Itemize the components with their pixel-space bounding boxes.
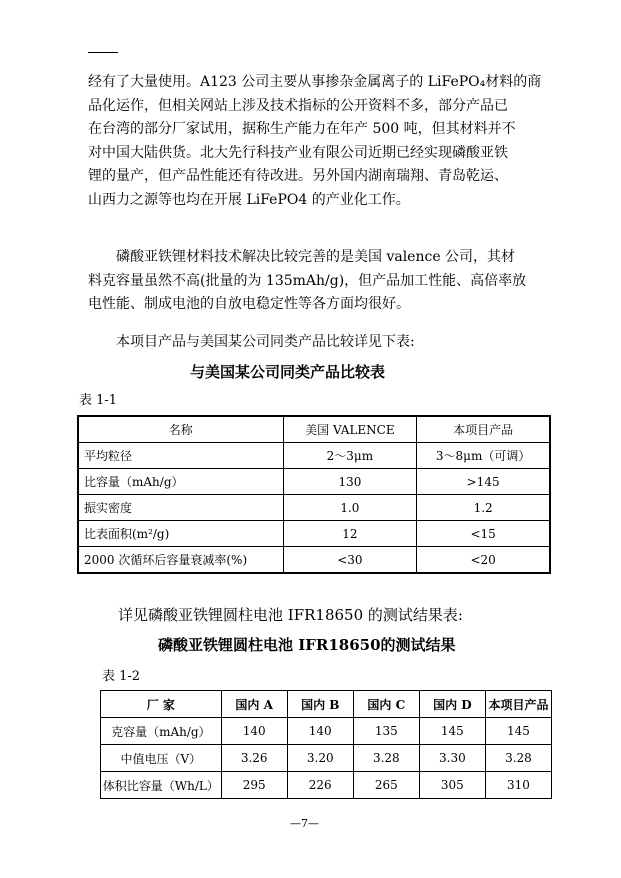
- table-cell: 135: [353, 718, 419, 745]
- header-cell: 名称: [78, 416, 283, 443]
- paragraph-1: [88, 71, 548, 212]
- table-cell: 平均粒径: [78, 443, 283, 469]
- header-cell: 国内 C: [353, 691, 419, 718]
- header-cell: 国内 A: [221, 691, 287, 718]
- table-cell: 145: [485, 718, 551, 745]
- table-row: [78, 521, 550, 547]
- table-cell: >145: [417, 469, 550, 495]
- table-cell: <15: [417, 521, 550, 547]
- paragraph-3: 本项目产品与美国某公司同类产品比较详见下表:: [116, 334, 415, 350]
- header-rule: [88, 52, 118, 53]
- table-cell: 12: [283, 521, 417, 547]
- table-row: [101, 718, 552, 745]
- table-cell: 305: [419, 772, 485, 799]
- page-number: —7—: [290, 817, 319, 830]
- header-cell: 本项目产品: [485, 691, 551, 718]
- table-cell: 265: [353, 772, 419, 799]
- table-cell: 3.26: [221, 745, 287, 772]
- header-cell: 国内 B: [287, 691, 353, 718]
- table-cell: 克容量（mAh/g）: [101, 718, 222, 745]
- table-header-row: [78, 416, 550, 443]
- test-results-table: [100, 690, 552, 799]
- table-row: [78, 469, 550, 495]
- table-cell: 3.30: [419, 745, 485, 772]
- table-cell: 130: [283, 469, 417, 495]
- table-cell: <30: [283, 547, 417, 574]
- table-row: [101, 745, 552, 772]
- header-cell: 本项目产品: [417, 416, 550, 443]
- paragraph-line: 电性能、制成电池的自放电稳定性等各方面均很好。: [88, 296, 410, 312]
- table-cell: 中值电压（V）: [101, 745, 222, 772]
- table-cell: 145: [419, 718, 485, 745]
- table-cell: 1.0: [283, 495, 417, 521]
- table-cell: 226: [287, 772, 353, 799]
- table-cell: 2000 次循环后容量衰减率(%): [78, 547, 283, 574]
- table-row: [78, 443, 550, 469]
- table-cell: 3.28: [485, 745, 551, 772]
- table-row: [78, 547, 550, 574]
- table-cell: 140: [287, 718, 353, 745]
- table-cell: 体积比容量（Wh/L）: [101, 772, 222, 799]
- paragraph-4: 详见磷酸亚铁锂圆柱电池 IFR18650 的测试结果表:: [118, 606, 463, 624]
- table-cell: 3～8μm（可调）: [417, 443, 550, 469]
- table-cell: 比表面积(m²/g): [78, 521, 283, 547]
- table2-caption: 表 1-2: [102, 669, 141, 684]
- table-cell: 振实密度: [78, 495, 283, 521]
- table-cell: 140: [221, 718, 287, 745]
- paragraph-line: 经有了大量使用。A123 公司主要从事掺杂金属离子的 LiFePO₄材料的商: [88, 74, 542, 90]
- table-cell: 1.2: [417, 495, 550, 521]
- header-cell: 美国 VALENCE: [283, 416, 417, 443]
- table-cell: <20: [417, 547, 550, 574]
- table-row: [101, 772, 552, 799]
- table-cell: 比容量（mAh/g）: [78, 469, 283, 495]
- paragraph-line: 山西力之源等也均在开展 LiFePO4 的产业化工作。: [88, 191, 410, 208]
- paragraph-line: 锂的量产，但产品性能还有待改进。另外国内湖南瑞翔、青岛乾运、: [88, 168, 508, 184]
- table-cell: 310: [485, 772, 551, 799]
- paragraph-line: 在台湾的部分厂家试用，据称生产能力在年产 500 吨，但其材料并不: [88, 121, 516, 137]
- paragraph-line: 对中国大陆供货。北大先行科技产业有限公司近期已经实现磷酸亚铁: [88, 144, 508, 161]
- header-cell: 厂 家: [101, 691, 222, 718]
- table-header-row: [101, 691, 552, 718]
- table-cell: 2～3μm: [283, 443, 417, 469]
- header-cell: 国内 D: [419, 691, 485, 718]
- table-cell: 295: [221, 772, 287, 799]
- paragraph-line: 品化运作，但相关网站上涉及技术指标的公开资料不多，部分产品已: [88, 97, 508, 114]
- table2-title: 磷酸亚铁锂圆柱电池 IFR18650的测试结果: [158, 636, 456, 654]
- paragraph-line: 料克容量虽然不高(批量的为 135mAh/g)，但产品加工性能、高倍率放: [88, 272, 527, 289]
- table-cell: 3.20: [287, 745, 353, 772]
- paragraph-line: 磷酸亚铁锂材料技术解决比较完善的是美国 valence 公司，其材: [116, 249, 516, 265]
- table-row: [78, 495, 550, 521]
- table-cell: 3.28: [353, 745, 419, 772]
- comparison-table: [77, 415, 551, 574]
- paragraph-2: [88, 246, 548, 317]
- table1-title: 与美国某公司同类产品比较表: [190, 363, 386, 381]
- table1-caption: 表 1-1: [79, 393, 118, 408]
